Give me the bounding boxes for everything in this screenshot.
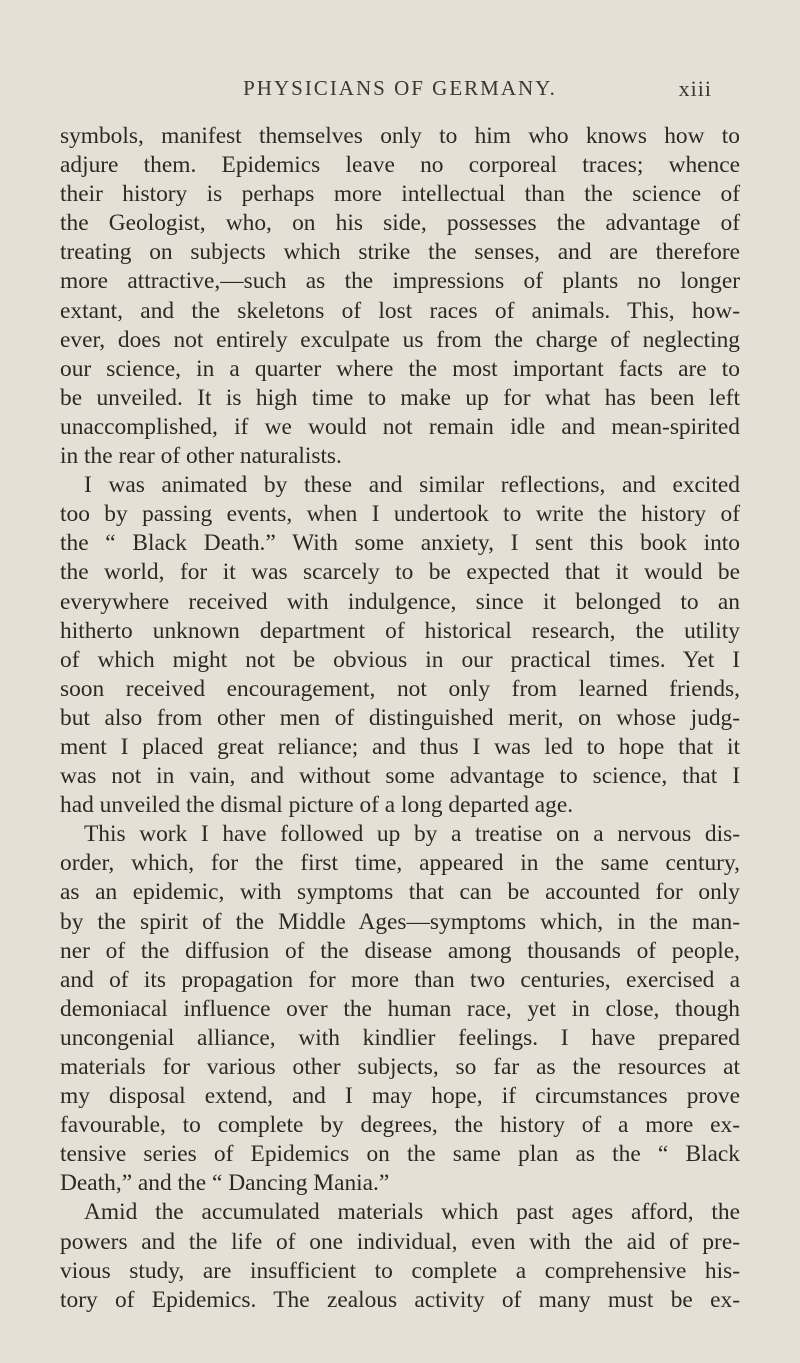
- text-line: extant, and the skeletons of lost races of animals. This, how-: [60, 297, 740, 324]
- text-line: as an epidemic, with symptoms that can be accounted for only: [60, 879, 740, 906]
- running-head: [0, 76, 800, 106]
- text-line: demoniacal influence over the human race, yet in close, though: [60, 995, 740, 1022]
- text-line: our science, in a quarter where the most important facts are to: [60, 355, 740, 382]
- body-text: [60, 122, 740, 1315]
- text-line: uncongenial alliance, with kindlier feelings. I have prepared: [60, 1024, 740, 1051]
- text-line: unaccomplished, if we would not remain idle and mean-spirited: [60, 413, 740, 440]
- text-line: soon received encouragement, not only from learned friends,: [60, 675, 740, 702]
- text-line: the Geologist, who, on his side, possesses the advantage of: [60, 210, 740, 237]
- text-line: powers and the life of one individual, even with the aid of pre-: [60, 1228, 740, 1255]
- text-line: tory of Epidemics. The zealous activity of many must be ex-: [60, 1286, 740, 1313]
- text-line: Death,” and the “ Dancing Mania.”: [60, 1170, 390, 1197]
- text-line: more attractive,—such as the impressions of plants no longer: [60, 268, 740, 295]
- text-line: materials for various other subjects, so far as the resources at: [60, 1054, 740, 1080]
- text-line: everywhere received with indulgence, since it belonged to an: [60, 588, 740, 615]
- text-line: This work I have followed up by a treatise on a nervous dis-: [84, 821, 740, 848]
- text-line: be unveiled. It is high time to make up for what has been left: [60, 384, 740, 411]
- text-line: vious study, are insufficient to complete a comprehensive his-: [60, 1257, 740, 1284]
- text-line: ner of the diffusion of the disease among thousands of people,: [60, 937, 740, 964]
- text-line: my disposal extend, and I may hope, if circumstances prove: [60, 1083, 740, 1110]
- text-line: by the spirit of the Middle Ages—symptoms which, in the man-: [60, 908, 740, 935]
- text-line: favourable, to complete by degrees, the history of a more ex-: [60, 1112, 740, 1139]
- text-line: adjure them. Epidemics leave no corporeal traces; whence: [60, 152, 740, 179]
- text-line: order, which, for the first time, appeared in the same century,: [60, 850, 740, 877]
- page-number: xiii: [678, 76, 712, 101]
- text-line: the world, for it was scarcely to be expected that it would be: [60, 559, 740, 586]
- running-title: PHYSICIANS OF GERMANY.: [243, 76, 557, 100]
- text-line: hitherto unknown department of historical research, the utility: [60, 617, 740, 644]
- text-line: too by passing events, when I undertook to write the history of: [60, 501, 740, 528]
- text-line: had unveiled the dismal picture of a long departed age.: [60, 792, 574, 819]
- text-line: treating on subjects which strike the senses, and are therefore: [60, 239, 740, 266]
- text-line: tensive series of Epidemics on the same plan as the “ Black: [60, 1141, 740, 1168]
- text-line: ment I placed great reliance; and thus I was led to hope that it: [60, 733, 740, 760]
- text-line: in the rear of other naturalists.: [60, 443, 342, 470]
- text-line: of which might not be obvious in our practical times. Yet I: [60, 646, 740, 673]
- text-line: their history is perhaps more intellectual than the science of: [60, 181, 740, 208]
- text-line: and of its propagation for more than two centuries, exercised a: [60, 966, 740, 993]
- text-line: symbols, manifest themselves only to him who knows how to: [60, 123, 740, 149]
- text-line: ever, does not entirely exculpate us from the charge of neglecting: [60, 326, 740, 353]
- text-line: was not in vain, and without some advantage to science, that I: [60, 763, 740, 790]
- text-line: I was animated by these and similar reflections, and excited: [84, 472, 740, 499]
- text-line: Amid the accumulated materials which past ages afford, the: [84, 1199, 740, 1226]
- text-line: the “ Black Death.” With some anxiety, I sent this book into: [60, 530, 740, 557]
- text-line: but also from other men of distinguished merit, on whose judg-: [60, 704, 740, 731]
